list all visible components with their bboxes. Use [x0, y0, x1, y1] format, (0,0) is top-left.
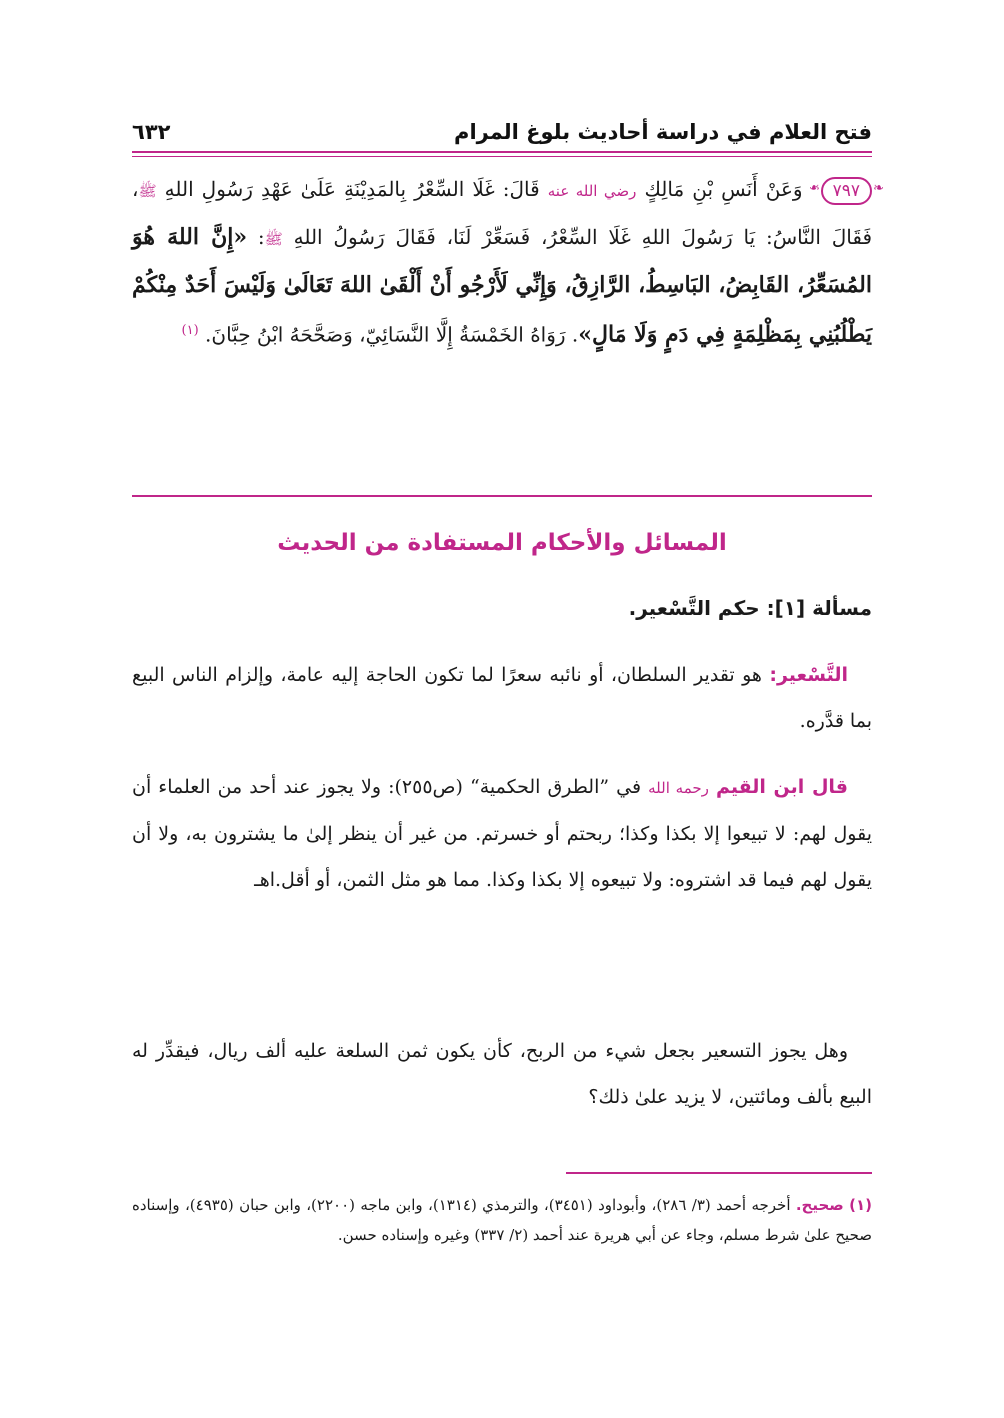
salutation-glyph-2: ﷺ — [264, 230, 283, 248]
rahimahullah-glyph: رحمه الله — [648, 779, 709, 797]
ibn-qayyim-lead: قال ابن القيم — [715, 776, 848, 798]
footnote-text: أخرجه أحمد (٣/ ٢٨٦)، وأبوداود (٣٤٥١)، والترمذي (١٣١٤)، وابن ماجه (٢٢٠٠)، وابن حبان (٤٩٣٥)، وإسناده صحيح علىٰ شرط مسلم، وجاء عن أبي هريرة عند أحمد (٢/ ٣٣٧) وغيره وإسناده حسن. — [132, 1196, 872, 1244]
issue-title: حكم التَّسْعير. — [628, 596, 760, 620]
hadith-part-2: قَالَ: غَلَا السِّعْرُ بِالمَدِيْنَةِ عَلَىٰ عَهْدِ رَسُولِ اللهِ — [164, 177, 540, 201]
ibn-qayyim-text: في ”الطرق الحكمية“ (ص٢٥٥): ولا يجوز عند أحد من العلماء أن يقول لهم: لا تبيعوا إلا بكذا وكذا؛ ربحتم أو خسرتم. من غير أن ينظر إلىٰ ما يشترون به، ولا أن يقول لهم فيما قد اشتروه: ولا تبيعوه إلا بكذا وكذا. مما هو مثل الثمن، أو أقل.اهـ — [132, 776, 872, 891]
footnote-ref[interactable]: (١) — [181, 323, 199, 338]
definition-paragraph — [132, 652, 872, 744]
section-separator — [132, 495, 872, 497]
section-title: المسائل والأحكام المستفادة من الحديث — [277, 530, 727, 556]
header-rule-thin — [132, 156, 872, 157]
header-rule — [132, 151, 872, 153]
footnote-rule — [566, 1172, 872, 1174]
ibn-qayyim-paragraph — [132, 764, 872, 903]
footnote-grade: صحيح. — [795, 1196, 844, 1214]
hadith-part-4: : — [257, 225, 265, 249]
hadith-part-5: . رَوَاهُ الخَمْسَةُ إِلَّا النَّسَائِيّ، وَصَحَّحَهُ ابْنُ حِبَّانَ. — [205, 322, 579, 347]
hadith-part-3: ، فَقَالَ النَّاسُ: يَا رَسُولَ اللهِ غَلَا السِّعْرُ، فَسَعِّرْ لَنَا، فَقَالَ رَسُولُ اللهِ — [132, 177, 873, 249]
hadith-part-1: وَعَنْ أَنَسِ بْنِ مَالِكٍ — [644, 177, 803, 201]
prophet-quote: «إِنَّ اللهَ هُوَ المُسَعِّرُ، القَابِضُ، البَاسِطُ، الرَّازِقُ، وَإِنِّي لَأَرْجُو أَنْ أَلْقَىٰ اللهَ تَعَالَىٰ وَلَيْسَ أَحَدٌ مِنْكُمْ يَطْلُبُنِي بِمَظْلِمَةٍ فِي دَمٍ وَلَا مَالٍ» — [132, 224, 872, 348]
page-number: ٦٣٢ — [132, 120, 171, 144]
radiallah-glyph: رضي الله عنه — [547, 182, 637, 200]
definition-text: هو تقدير السلطان، أو نائبه سعرًا لما تكون الحاجة إليه عامة، وإلزام الناس البيع بما قدَّره. — [132, 664, 872, 732]
hadith-text — [132, 166, 872, 358]
definition-term: التَّسْعير: — [769, 664, 848, 686]
footnote — [132, 1190, 872, 1250]
question-paragraph: وهل يجوز التسعير بجعل شيء من الربح، كأن يكون ثمن السلعة عليه ألف ريال، فيقدِّر له البيع بألف ومائتين، لا يزيد علىٰ ذلك؟ — [132, 1040, 872, 1108]
book-title: فتح العلام في دراسة أحاديث بلوغ المرام — [454, 120, 872, 144]
issue-label: مسألة [١]: — [766, 596, 872, 620]
salutation-glyph: ﷺ — [138, 182, 157, 200]
hadith-number-badge: ❧ ٧٩٧ ❧ — [821, 177, 872, 205]
footnote-marker: (١) — [849, 1196, 873, 1214]
issue-heading — [132, 596, 872, 620]
